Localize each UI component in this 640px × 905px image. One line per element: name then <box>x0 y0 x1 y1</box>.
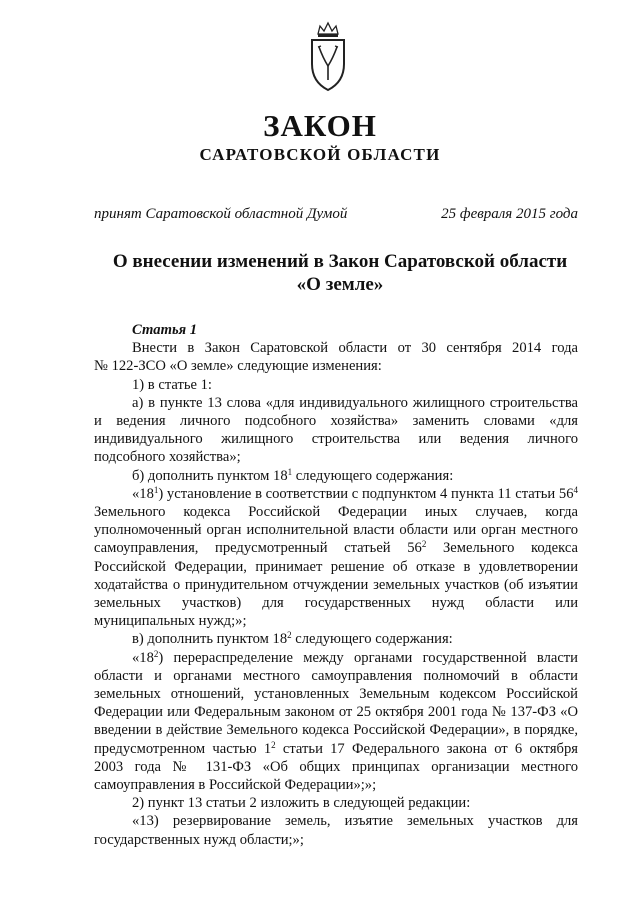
item-1c-text: в) дополнить пунктом 18 <box>132 631 288 648</box>
item-1c-sup: 2 <box>287 630 292 641</box>
law-region: САРАТОВСКОЙ ОБЛАСТИ <box>199 145 441 164</box>
item-1b-sup: 1 <box>287 466 293 477</box>
item-18-2 <box>94 649 578 795</box>
article-intro-line-2: № 122-ЗСО «О земле» следующие изменения: <box>94 358 382 375</box>
document-title <box>0 250 640 296</box>
item-18-1-sup-2: 4 <box>573 484 578 495</box>
item-18-1-mid-1: ) установление в соответствии с подпунктом 4 пункта 11 статьи 56 <box>158 485 574 502</box>
law-title: ЗАКОН <box>263 108 377 143</box>
article-intro-text-1: Внести в Закон Саратовской области от 30 сентября 2014 года <box>132 340 578 357</box>
item-1b <box>94 467 578 485</box>
item-18-2-post: статьи 17 Федерального закона от 6 октября 2003 года № 131-ФЗ «Об общих принципах организации местного самоуправления в Российской Федерации»;»; <box>94 740 578 794</box>
item-18-1-pre: «18 <box>132 485 154 502</box>
item-18-2-pre: «18 <box>132 649 154 666</box>
item-1b-tail: следующего содержания: <box>292 467 454 484</box>
item-18-1-sup-1: 1 <box>153 484 159 495</box>
item-1c-tail: следующего содержания: <box>291 631 453 648</box>
item-18-1-sup-3: 2 <box>421 539 427 550</box>
item-1c <box>94 630 578 648</box>
item-18-2-sup-1: 2 <box>153 648 159 659</box>
item-1: 1) в статье 1: <box>132 376 212 393</box>
document-title-line-1: О внесении изменений в Закон Саратовской области <box>112 251 568 272</box>
item-18-1-post: Земельного кодекса Российской Федерации, принимает решение об отказе в удовлетворении ходатайства о принудительном отчуждении земельных участков (об изъятии земельных участков) для государственных нужд области или муниципальных нужд;»; <box>94 540 579 630</box>
item-2: 2) пункт 13 статьи 2 изложить в следующей редакции: <box>132 795 471 812</box>
adoption-date: 25 февраля 2015 года <box>441 206 578 222</box>
item-18-1-mid-2: Земельного кодекса Российской Федерации иных случаев, когда уполномоченный орган исполнительной власти области или орган местного самоуправления, предусмотренный статьей 56 <box>94 504 578 557</box>
document-title-line-2: «О земле» <box>296 274 384 295</box>
item-18-1 <box>94 485 578 631</box>
adopted-by: принят Саратовской областной Думой <box>94 206 348 222</box>
item-1b-text: б) дополнить пунктом 18 <box>132 467 288 484</box>
coat-of-arms-icon <box>308 20 348 94</box>
article-heading: Статья 1 <box>132 322 198 338</box>
item-2-text: «13) резервирование земель, изъятие земельных участков для государственных нужд области;»; <box>94 813 578 848</box>
article-intro-line-1 <box>94 339 578 357</box>
item-18-2-mid: ) перераспределение между органами государственной власти области и органами местного самоуправления полномочий в области земельных отношений, установленных Земельным кодексом Российской Федерации или Федеральным законом от 25 октября 2001 года № 137-ФЗ «О введении в действие Земельного кодекса Российской Федерации», в порядке, предусмотренном частью 1 <box>94 649 578 757</box>
item-1a: а) в пункте 13 слова «для индивидуального жилищного строительства и ведения личного подсобного хозяйства» заменить словами «для индивидуального жилищного строительства или ведения личного подсобного хозяйства»; <box>94 394 578 466</box>
article-body <box>94 321 578 849</box>
item-18-2-sup-2: 2 <box>271 739 276 750</box>
